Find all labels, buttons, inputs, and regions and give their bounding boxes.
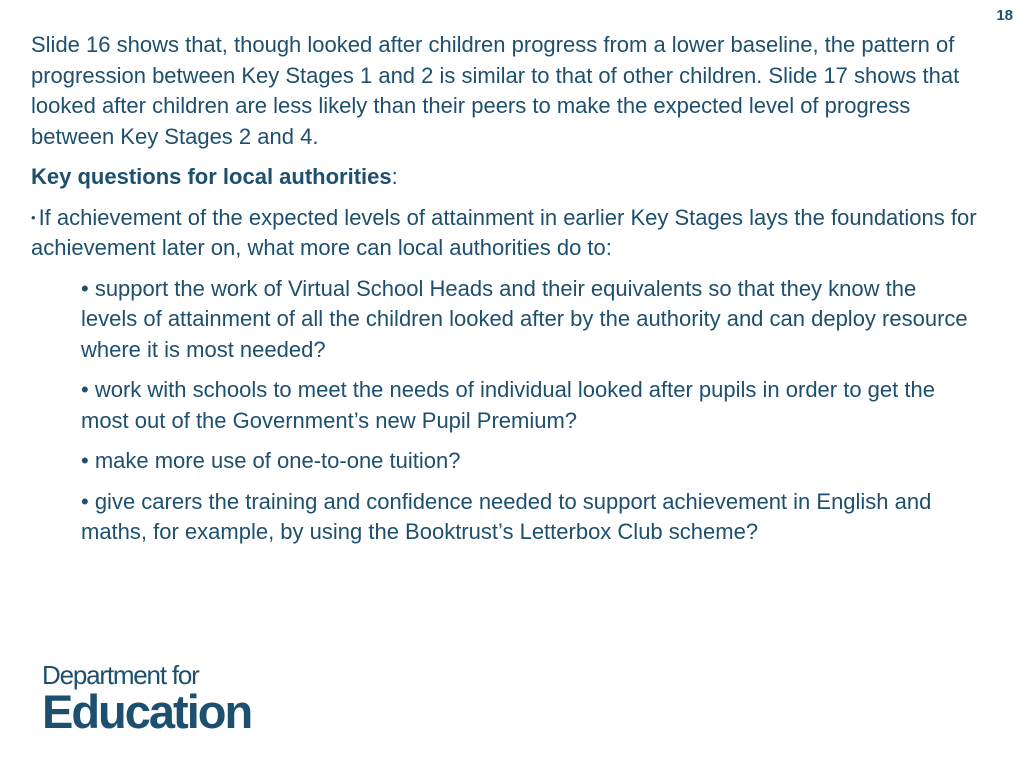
sub-bullet-pupil-premium: • work with schools to meet the needs of individual looked after pupils in order to get the most out of the Government’s new Pupil Premium? xyxy=(81,377,935,433)
bullet-marker: • xyxy=(31,209,36,225)
main-bullet xyxy=(31,203,981,264)
questions-heading xyxy=(31,162,981,193)
sub-bullet-virtual-school-heads: • support the work of Virtual School Heads and their equivalents so that they know the levels of attainment of all the children looked after by the authority and can deploy resource where it is most needed? xyxy=(81,275,968,362)
logo-line-education: Education xyxy=(42,685,252,738)
department-for-education-logo xyxy=(42,660,252,738)
logo-line-department: Department for xyxy=(42,660,199,690)
sub-bullet-tuition: • make more use of one-to-one tuition? xyxy=(81,448,461,473)
slide-body xyxy=(31,30,981,558)
slide-number: 18 xyxy=(996,7,1013,24)
questions-heading-text: Key questions for local authorities xyxy=(31,164,392,189)
main-bullet-text: If achievement of the expected levels of attainment in earlier Key Stages lays the foundations for achievement later on, what more can local authorities do to: xyxy=(31,204,977,260)
questions-heading-colon: : xyxy=(391,164,398,189)
intro-paragraph: Slide 16 shows that, though looked after children progress from a lower baseline, the pattern of progression between Key Stages 1 and 2 is similar to that of other children. Slide 17 shows that looked after children are less likely than their peers to make the expected level of progress between Key Stages 2 and 4. xyxy=(31,32,960,149)
sub-bullet-carers-training: • give carers the training and confidence needed to support achievement in English and maths, for example, by using the Booktrust’s Letterbox Club scheme? xyxy=(81,488,932,544)
